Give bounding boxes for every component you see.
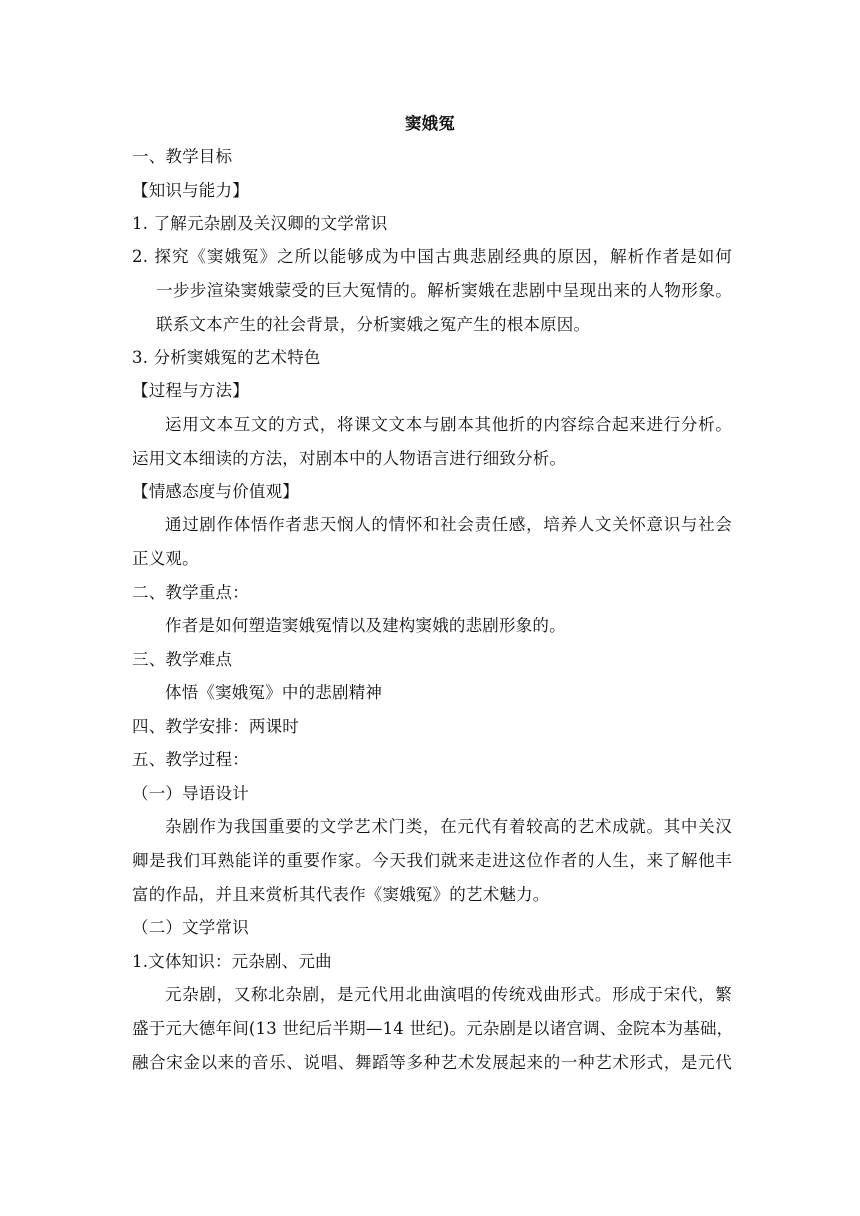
subsection-heading: 【情感态度与价值观】 [132, 482, 299, 501]
document-title: 窦娥冤 [404, 114, 456, 133]
list-item-continuation: 一步步渲染窦娥蒙受的巨大冤情的。解析窦娥在悲剧中呈现出来的人物形象。 [156, 281, 732, 300]
subsection-heading: 【过程与方法】 [132, 381, 249, 400]
subsection-heading: 【知识与能力】 [132, 181, 249, 200]
paragraph-line: 融合宋金以来的音乐、说唱、舞蹈等多种艺术发展起来的一种艺术形式，是元代 [132, 1053, 732, 1072]
list-item: 3. 分析窦娥冤的艺术特色 [132, 348, 321, 367]
subsection-heading: （一）导语设计 [132, 784, 249, 803]
section-heading: 一、教学目标 [132, 147, 233, 166]
paragraph-line: 作者是如何塑造窦娥冤情以及建构窦娥的悲剧形象的。 [165, 616, 566, 635]
section-heading: 三、教学难点 [132, 650, 233, 669]
paragraph-line: 盛于元大德年间(13 世纪后半期—14 世纪)。元杂剧是以诸宫调、金院本为基础， [132, 1019, 734, 1038]
list-item: 2. 探究《窦娥冤》之所以能够成为中国古典悲剧经典的原因，解析作者是如何 [132, 247, 732, 266]
paragraph-line: 卿是我们耳熟能详的重要作家。今天我们就来走进这位作者的人生，来了解他丰 [132, 851, 732, 870]
paragraph-line: 元杂剧，又称北杂剧，是元代用北曲演唱的传统戏曲形式。形成于宋代，繁 [165, 985, 732, 1004]
section-heading: 四、教学安排：两课时 [132, 717, 299, 736]
paragraph-line: 运用文本互文的方式，将课文文本与剧本其他折的内容综合起来进行分析。 [165, 415, 732, 434]
section-heading: 二、教学重点： [132, 583, 249, 602]
section-heading: 五、教学过程： [132, 750, 249, 769]
paragraph-line: 杂剧作为我国重要的文学艺术门类，在元代有着较高的艺术成就。其中关汉 [165, 817, 732, 836]
paragraph-line: 体悟《窦娥冤》中的悲剧精神 [165, 683, 383, 702]
list-item: 1. 了解元杂剧及关汉卿的文学常识 [132, 214, 388, 233]
paragraph-line: 富的作品，并且来赏析其代表作《窦娥冤》的艺术魅力。 [132, 885, 550, 904]
list-item-continuation: 联系文本产生的社会背景，分析窦娥之冤产生的根本原因。 [156, 315, 591, 334]
subsection-heading: （二）文学常识 [132, 918, 249, 937]
paragraph-line: 通过剧作体悟作者悲天悯人的情怀和社会责任感，培养人文关怀意识与社会 [165, 515, 732, 534]
paragraph-line: 运用文本细读的方法，对剧本中的人物语言进行细致分析。 [132, 449, 567, 468]
list-item: 1.文体知识：元杂剧、元曲 [132, 952, 332, 971]
paragraph-line: 正义观。 [132, 549, 199, 568]
